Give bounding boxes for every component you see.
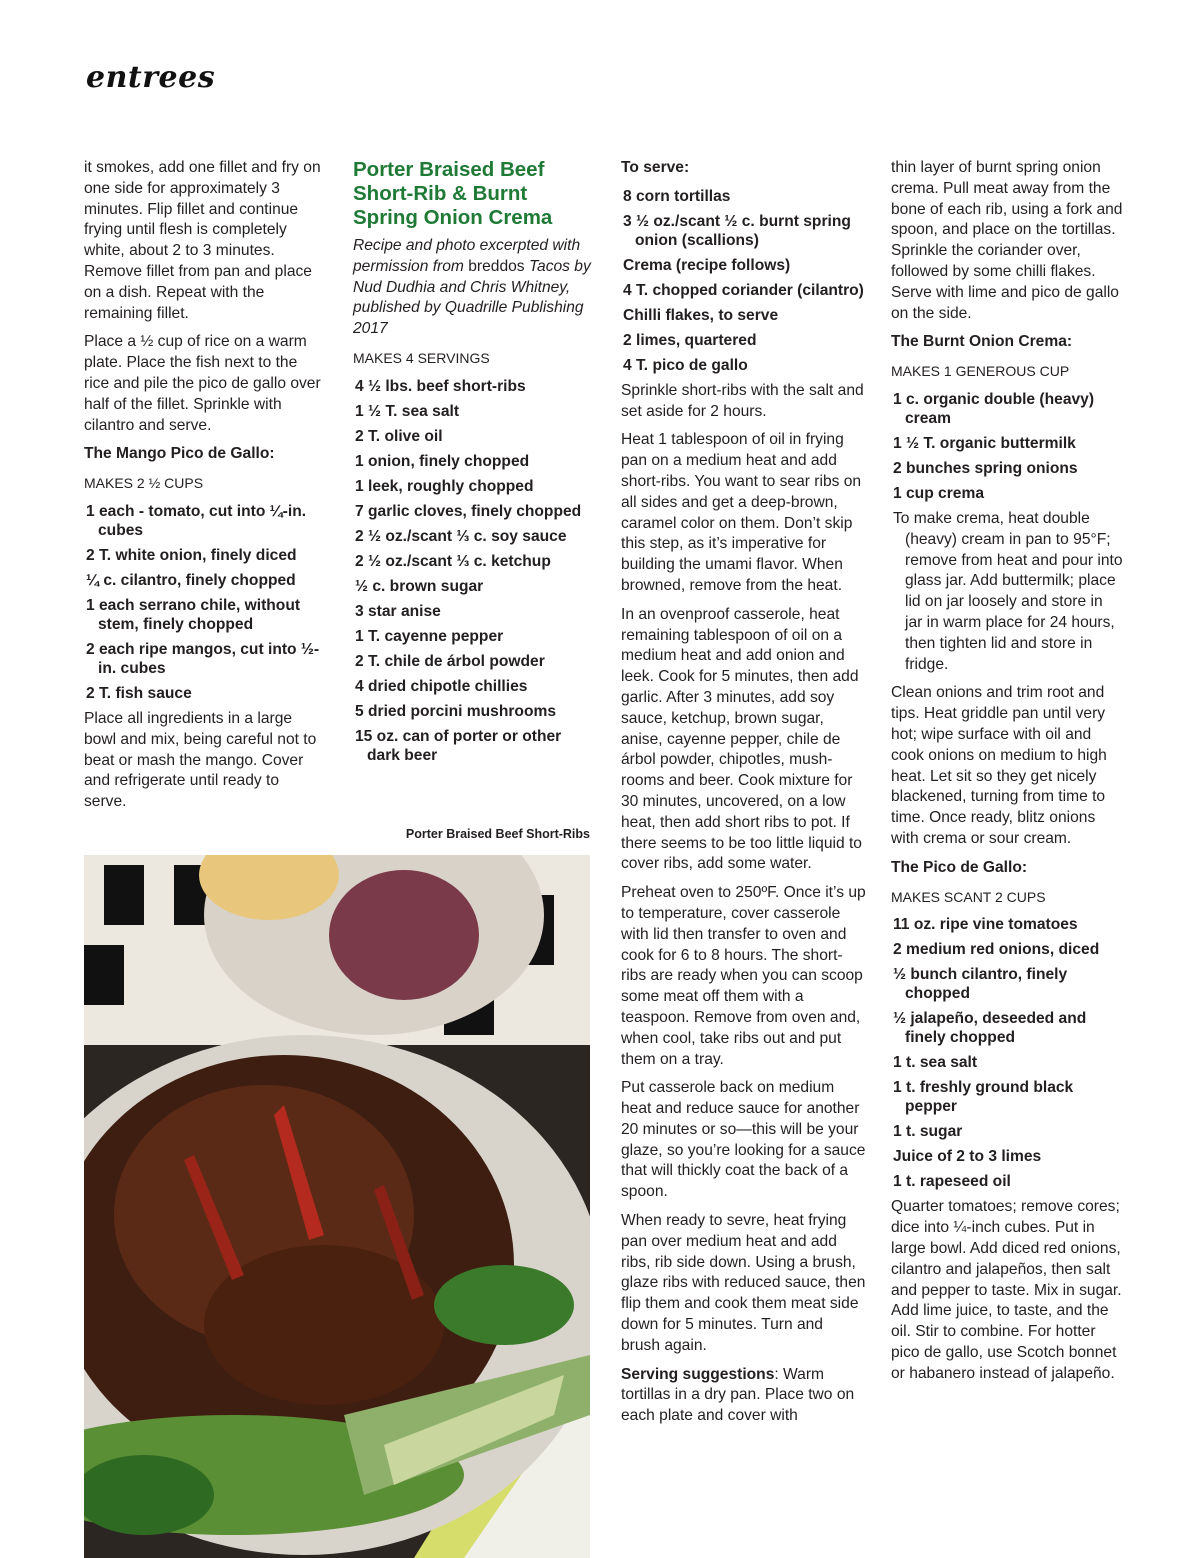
photo-caption: Porter Braised Beef Short-Ribs [405, 827, 590, 841]
list-item: 3 star anise [355, 602, 441, 620]
list-item: 1 each - tomato, cut into ¼-in. cubes [86, 502, 307, 539]
paragraph: To make crema, heat double (heavy) cream in pan to 95°F; remove from heat and pour into glass jar. Add buttermilk; place lid on jar loosely and store in jar in warm place for 24 hours, then tighten lid and store in fridge. [893, 509, 1123, 673]
credit-text: Tacos by Nud Dudhia and Chris Whitney, published by Quadrille Publishing 2017 [353, 257, 591, 338]
list-item: 2 T. chile de árbol powder [355, 652, 545, 670]
paragraph: Place all ingredients in a large bowl and mix, being careful not to beat or mash the mango. Cover and refrigerate until ready to serve. [84, 709, 317, 811]
list-item: 4 dried chipotle chillies [355, 677, 528, 695]
list-item: 7 garlic cloves, finely chopped [355, 502, 582, 520]
list-item: 2 each ripe mangos, cut into ½-in. cubes [86, 640, 320, 677]
list-item: 1 t. freshly ground black pepper [893, 1079, 1074, 1116]
paragraph: When ready to sevre, heat frying pan over medium heat and add ribs, rib side down. Using a brush, glaze ribs with reduced sauce, then flip them and cook them meat side down for 5 minutes. Turn and brush again. [621, 1212, 866, 1354]
list-item: Juice of 2 to 3 limes [893, 1148, 1042, 1166]
paragraph: In an ovenproof casserole, heat remaining tablespoon of oil on a medium heat and add onion and leek. Cook for 5 minutes, then add garlic. After 3 minutes, add soy sauce, ketchup, brown sugar, anise, cayenne pepper, chile de árbol powder, chipotles, mush-rooms and beer. Cook mixture for 30 minutes, uncovered, on a low heat, then add short ribs to pot. If there seems to be too little liquid to cover ribs, add some water. [621, 605, 862, 873]
list-item: ½ c. brown sugar [355, 577, 484, 595]
column-4 [891, 158, 1123, 1392]
list-item: 1 leek, roughly chopped [355, 477, 534, 495]
pico-heading: The Pico de Gallo: [891, 858, 1028, 876]
mango-heading: The Mango Pico de Gallo: [84, 445, 275, 463]
list-item: 2 T. fish sauce [86, 684, 192, 702]
list-item: 1 c. organic double (heavy) cream [893, 390, 1095, 427]
list-item: 1 each serrano chile, without stem, finely chopped [86, 596, 301, 633]
paragraph: Sprinkle short-ribs with the salt and set aside for 2 hours. [621, 381, 864, 420]
paragraph: Clean onions and trim root and tips. Heat griddle pan until very hot; wipe surface with oil and cook onions on medium to high heat. Let sit so they get nicely blackened, turning from time to time. Once ready, blitz onions with crema or sour cream. [891, 684, 1107, 847]
list-item: 1 cup crema [893, 484, 985, 502]
list-item: 1 t. sea salt [893, 1054, 978, 1072]
list-item: 1 t. rapeseed oil [893, 1173, 1011, 1191]
list-item: 2 limes, quartered [623, 331, 757, 349]
paragraph: thin layer of burnt spring onion crema. Pull meat away from the bone of each rib, using a fork and spoon, and place on the tortillas. Sprinkle the coriander over, followed by some chilli flakes. Serve with lime and pico de gallo on the side. [891, 159, 1123, 322]
serve-heading: To serve: [621, 159, 690, 176]
list-item: 1 ½ T. sea salt [355, 402, 460, 420]
list-item: 2 T. white onion, finely diced [86, 546, 297, 564]
list-item: 3 ½ oz./scant ½ c. burnt spring onion (scallions) [623, 212, 851, 249]
crema-method [891, 509, 1123, 675]
list-item: 1 t. sugar [893, 1123, 963, 1141]
list-item: 1 onion, finely chopped [355, 452, 530, 470]
recipe-credit [353, 236, 593, 340]
list-item: ½ jalapeño, deseeded and finely chopped [893, 1010, 1087, 1047]
list-item: 2 bunches spring onions [893, 459, 1078, 477]
paragraph: it smokes, add one fillet and fry on one side for approximately 3 minutes. Flip fillet and continue frying until flesh is completely white, about 2 to 3 minutes. Remove fillet from pan and place on a dish. Repeat with the remaining fillet. [84, 159, 321, 322]
paragraph: Quarter tomatoes; remove cores; dice into ¼-inch cubes. Put in large bowl. Add diced red onions, cilantro and jalapeños, then salt and pepper to taste. Mix in sugar. Add lime juice, to taste, and the oil. Stir to combine. For hotter pico de gallo, use Scotch bonnet or habanero instead of jalapeño. [891, 1198, 1122, 1382]
list-item: 2 ½ oz./scant ⅓ c. ketchup [355, 552, 551, 570]
list-item: 4 ½ lbs. beef short-ribs [355, 377, 526, 395]
list-item: 4 T. pico de gallo [623, 356, 748, 374]
list-item: 15 oz. can of porter or other dark beer [355, 727, 562, 764]
credit-book: breddos [468, 257, 525, 275]
list-item: 4 T. chopped coriander (cilantro) [623, 281, 864, 299]
credit-text: Recipe and photo excerpted with permission from [353, 237, 581, 275]
list-item: 2 ½ oz./scant ⅓ c. soy sauce [355, 527, 567, 545]
short-ribs-photo [84, 855, 590, 1558]
serving-text: : Warm tortillas in a dry pan. Place two on each plate and cover with [621, 1365, 855, 1425]
column-1 [84, 158, 324, 821]
recipe-title: Porter Braised Beef Short-Rib & Burnt Spring Onion Crema [353, 158, 553, 229]
list-item: ½ bunch cilantro, finely chopped [893, 966, 1068, 1003]
list-item: Chilli flakes, to serve [623, 306, 779, 324]
paragraph: Put casserole back on medium heat and reduce sauce for another 20 minutes or so—this will be your glaze, so you’re looking for a sauce that will thickly coat the back of a spoon. [621, 1079, 866, 1201]
list-item: 11 oz. ripe vine tomatoes [893, 916, 1078, 934]
list-item: 2 T. olive oil [355, 427, 443, 445]
list-item: 8 corn tortillas [623, 187, 731, 205]
recipe-makes: MAKES 4 SERVINGS [353, 349, 490, 366]
list-item: 5 dried porcini mushrooms [355, 702, 557, 720]
section-tag: entrees [86, 60, 216, 95]
serve-list [621, 187, 866, 375]
crema-heading: The Burnt Onion Crema: [891, 333, 1073, 351]
list-item: Crema (recipe follows) [623, 256, 791, 274]
pico-ingredient-list [891, 915, 1123, 1191]
serving-suggestions [621, 1365, 866, 1427]
crema-makes: MAKES 1 GENEROUS CUP [891, 363, 1070, 380]
ingredient-list [353, 377, 593, 765]
list-item: 1 T. cayenne pepper [355, 627, 504, 645]
column-3 [621, 158, 866, 1435]
paragraph: Place a ½ cup of rice on a warm plate. Place the fish next to the rice and pile the pico de gallo over half of the fillet. Sprinkle with cilantro and serve. [84, 333, 321, 434]
crema-ingredient-list [891, 390, 1123, 503]
pico-makes: MAKES SCANT 2 CUPS [891, 888, 1046, 905]
list-item: 1 ½ T. organic buttermilk [893, 434, 1076, 452]
paragraph: Preheat oven to 250ºF. Once it’s up to temperature, cover casserole with lid then transfer to oven and cook for 6 to 8 hours. The short-ribs are ready when you can scoop some meat off them with a teaspoon. Remove from oven and, when cool, take ribs out and put them on a tray. [621, 884, 866, 1068]
column-2 [353, 158, 593, 771]
list-item: ¼ c. cilantro, finely chopped [86, 571, 296, 589]
mango-makes: MAKES 2 ½ CUPS [84, 475, 204, 492]
recipe-photo [84, 855, 590, 1558]
serving-label: Serving suggestions [621, 1365, 775, 1383]
list-item: 2 medium red onions, diced [893, 941, 1100, 959]
mango-ingredient-list [84, 502, 324, 703]
paragraph: Heat 1 tablespoon of oil in frying pan on a medium heat and add short-ribs. You want to sear ribs on all sides and get a deep-brown, caramel color on them. Don’t skip this step, as it’s imperative for building the umami flavor. When browned, remove from the heat. [621, 431, 862, 594]
